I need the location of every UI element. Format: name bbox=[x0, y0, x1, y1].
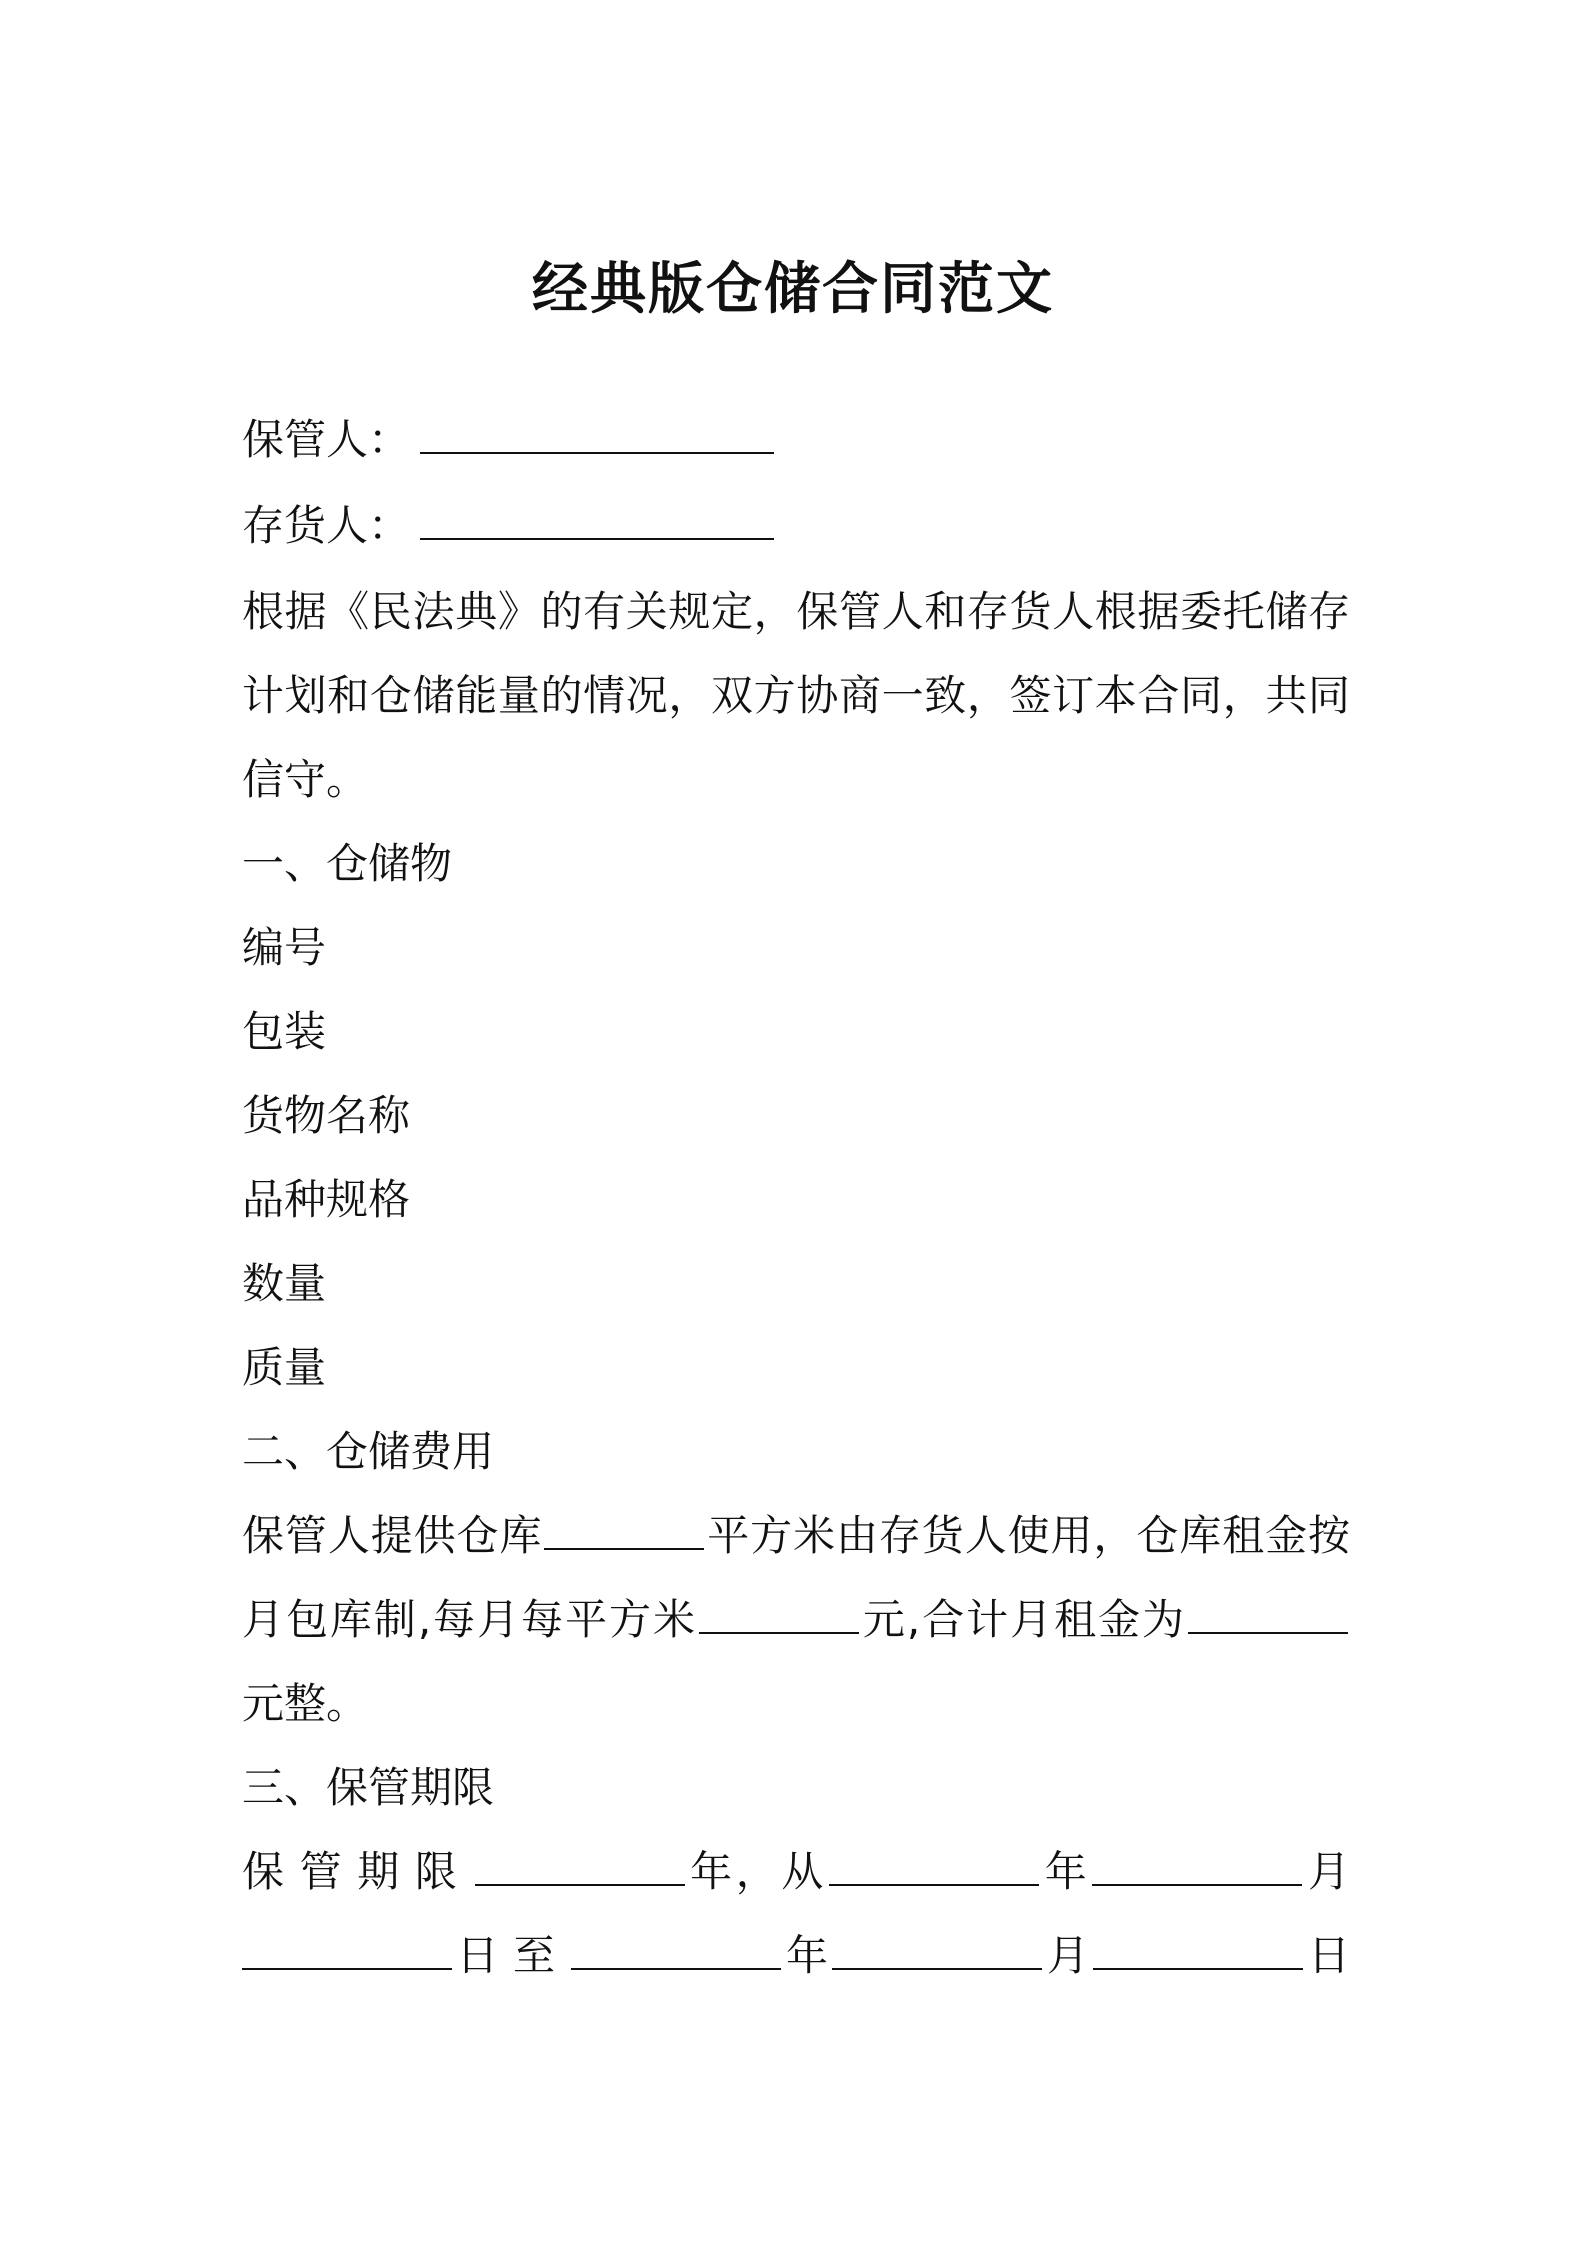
fee-text-warehouse: 保管人提供仓库 bbox=[242, 1511, 543, 1560]
section1-heading: 一、仓储物 bbox=[242, 839, 453, 888]
term-line-1 bbox=[242, 1844, 1350, 1900]
term-text-period: 保管期限 bbox=[242, 1847, 473, 1896]
depositor-line bbox=[242, 498, 1350, 554]
item-goods-name: 货物名称 bbox=[242, 1091, 411, 1140]
item-quantity: 数量 bbox=[242, 1259, 327, 1308]
depositor-label: 存货人： bbox=[242, 501, 411, 550]
term-text-year: 年 bbox=[1041, 1847, 1091, 1896]
fee-text-total: 元,合计月租金为 bbox=[860, 1595, 1186, 1644]
fee-line-1 bbox=[242, 1508, 1350, 1564]
custodian-label: 保管人： bbox=[242, 415, 411, 464]
item-packaging: 包装 bbox=[242, 1007, 327, 1056]
total-rent-blank bbox=[1188, 1592, 1348, 1634]
depositor-blank bbox=[420, 498, 774, 540]
term-text-end-month: 月 bbox=[1044, 1931, 1092, 1980]
term-line-2 bbox=[242, 1928, 1350, 1984]
term-text-end-day: 日 bbox=[1305, 1931, 1350, 1980]
fee-line-2 bbox=[242, 1592, 1350, 1648]
document-title: 经典版仓储合同范文 bbox=[532, 257, 1054, 322]
intro-line-2: 计划和仓储能量的情况，双方协商一致，签订本合同，共同 bbox=[242, 671, 1350, 720]
end-year-blank bbox=[571, 1928, 781, 1970]
end-day-blank bbox=[1093, 1928, 1303, 1970]
start-year-blank bbox=[829, 1844, 1039, 1886]
intro-line-3: 信守。 bbox=[242, 755, 369, 804]
fee-line-3: 元整。 bbox=[242, 1679, 369, 1728]
area-blank bbox=[544, 1508, 704, 1550]
custodian-blank bbox=[420, 412, 774, 454]
intro-line-1: 根据《民法典》的有关规定，保管人和存货人根据委托储存 bbox=[242, 587, 1350, 636]
end-month-blank bbox=[832, 1928, 1042, 1970]
item-quality: 质量 bbox=[242, 1343, 327, 1392]
start-month-blank bbox=[1092, 1844, 1302, 1886]
rate-blank bbox=[699, 1592, 859, 1634]
item-number: 编号 bbox=[242, 923, 327, 972]
term-text-end-year: 年 bbox=[783, 1931, 831, 1980]
term-text-day-to: 日至 bbox=[454, 1931, 570, 1980]
term-years-blank bbox=[475, 1844, 685, 1886]
fee-text-rate: 月包库制,每月每平方米 bbox=[242, 1595, 697, 1644]
fee-text-area: 平方米由存货人使用，仓库租金按 bbox=[706, 1511, 1350, 1560]
term-text-from: 年，从 bbox=[686, 1847, 828, 1896]
item-specification: 品种规格 bbox=[242, 1175, 411, 1224]
start-day-blank bbox=[242, 1928, 452, 1970]
custodian-line bbox=[242, 412, 1350, 468]
section2-heading: 二、仓储费用 bbox=[242, 1427, 495, 1476]
term-text-month: 月 bbox=[1304, 1847, 1350, 1896]
section3-heading: 三、保管期限 bbox=[242, 1763, 495, 1812]
